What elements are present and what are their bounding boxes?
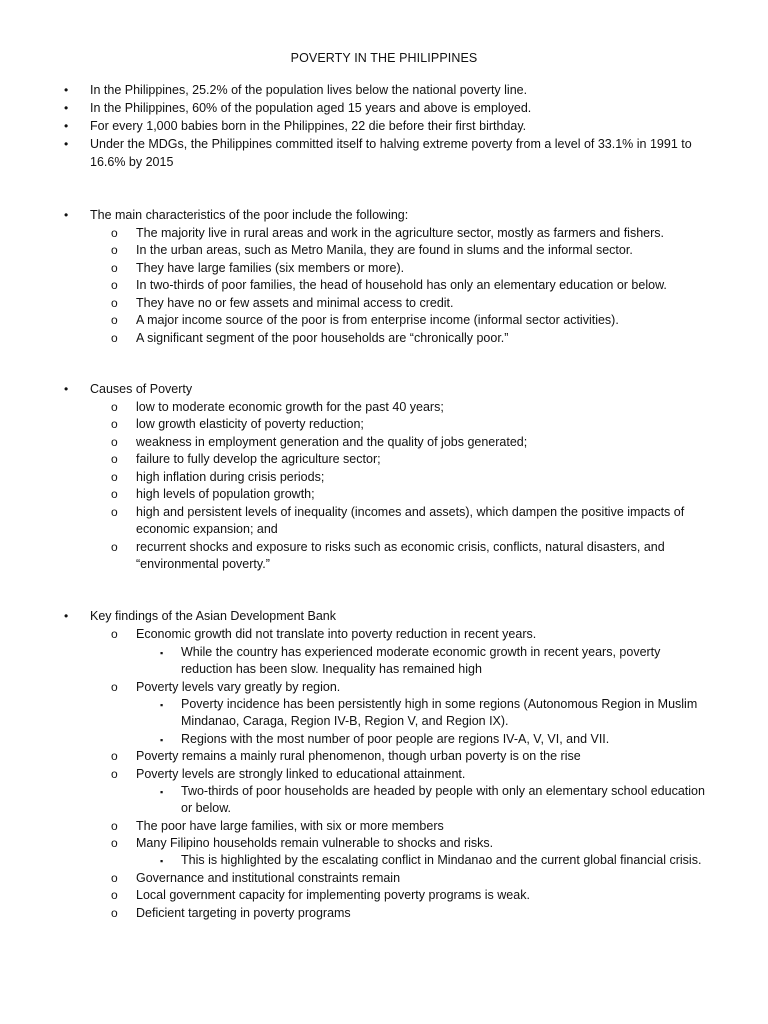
circle-marker: o (111, 417, 118, 431)
characteristics-item (111, 312, 619, 329)
bullet-marker: • (64, 119, 69, 133)
circle-marker: o (111, 505, 118, 519)
document-title: POVERTY IN THE PHILIPPINES (290, 51, 478, 65)
item-text: Two-thirds of poor households are headed by people with only an elementary school education (181, 784, 705, 798)
item-text: Many Filipino households remain vulnerable to shocks and risks. (136, 836, 494, 850)
causes-item (111, 434, 528, 451)
item-text: They have no or few assets and minimal access to credit. (136, 296, 454, 310)
causes-item (111, 399, 444, 416)
bullet-marker: • (64, 609, 69, 623)
heading-text: Key findings of the Asian Development Bank (90, 609, 336, 623)
characteristics-item (111, 295, 454, 312)
adb-detail-continuation: or below. (181, 801, 232, 815)
item-text: In the urban areas, such as Metro Manila, they are found in slums and the informal sector. (136, 243, 633, 257)
characteristics-item (111, 242, 633, 259)
item-text: The poor have large families, with six or more members (136, 819, 444, 833)
item-text: They have large families (six members or more). (136, 261, 405, 275)
item-text: Under the MDGs, the Philippines committed itself to halving extreme poverty from a level of 33.1% in 1991 to (90, 137, 692, 151)
circle-marker: o (111, 226, 118, 240)
circle-marker: o (111, 331, 118, 345)
square-marker: ▪ (160, 856, 164, 866)
circle-marker: o (111, 261, 118, 275)
item-text: high inflation during crisis periods; (136, 470, 325, 484)
causes-item-continuation: economic expansion; and (136, 522, 278, 536)
intro-item-continuation: 16.6% by 2015 (90, 155, 174, 169)
circle-marker: o (111, 400, 118, 414)
adb-detail (160, 644, 661, 661)
causes-item (111, 539, 665, 556)
adb-finding (111, 887, 530, 904)
circle-marker: o (111, 487, 118, 501)
item-text: In the Philippines, 60% of the population aged 15 years and above is employed. (90, 101, 532, 115)
item-text: Local government capacity for implementing poverty programs is weak. (136, 888, 530, 902)
circle-marker: o (111, 435, 118, 449)
adb-heading (64, 608, 336, 625)
bullet-marker: • (64, 101, 69, 115)
adb-finding (111, 748, 581, 765)
item-text: Regions with the most number of poor people are regions IV-A, V, VI, and VII. (181, 732, 610, 746)
causes-item (111, 416, 364, 433)
bullet-marker: • (64, 83, 69, 97)
circle-marker: o (111, 470, 118, 484)
bullet-marker: • (64, 137, 69, 151)
item-text: While the country has experienced moderate economic growth in recent years, poverty (181, 645, 661, 659)
item-text: Poverty incidence has been persistently high in some regions (Autonomous Region in Muslim (181, 697, 698, 711)
item-text: Governance and institutional constraints remain (136, 871, 401, 885)
causes-item (111, 469, 325, 486)
causes-item (111, 451, 381, 468)
characteristics-item (111, 330, 509, 347)
adb-finding (111, 626, 537, 643)
characteristics-item (111, 225, 664, 242)
circle-marker: o (111, 313, 118, 327)
item-text: high levels of population growth; (136, 487, 315, 501)
item-text: Poverty levels are strongly linked to educational attainment. (136, 767, 466, 781)
adb-finding (111, 818, 444, 835)
circle-marker: o (111, 296, 118, 310)
circle-marker: o (111, 680, 118, 694)
square-marker: ▪ (160, 735, 164, 745)
causes-heading (64, 381, 193, 398)
circle-marker: o (111, 819, 118, 833)
circle-marker: o (111, 243, 118, 257)
characteristics-item (111, 260, 405, 277)
square-marker: ▪ (160, 648, 164, 658)
item-text: Deficient targeting in poverty programs (136, 906, 351, 920)
intro-item (64, 136, 692, 153)
circle-marker: o (111, 540, 118, 554)
circle-marker: o (111, 906, 118, 920)
item-text: For every 1,000 babies born in the Philippines, 22 die before their first birthday. (90, 119, 527, 133)
circle-marker: o (111, 767, 118, 781)
adb-detail-continuation: Mindanao, Caraga, Region IV-B, Region V, and Region IX). (181, 714, 509, 728)
item-text: This is highlighted by the escalating conflict in Mindanao and the current global financial crisis. (181, 853, 702, 867)
adb-detail (160, 731, 610, 748)
causes-item (111, 486, 315, 503)
adb-detail (160, 783, 705, 800)
square-marker: ▪ (160, 700, 164, 710)
adb-finding (111, 766, 466, 783)
adb-finding (111, 870, 401, 887)
circle-marker: o (111, 278, 118, 292)
adb-finding (111, 835, 494, 852)
item-text: Poverty levels vary greatly by region. (136, 680, 341, 694)
item-text: weakness in employment generation and the quality of jobs generated; (136, 435, 528, 449)
item-text: In the Philippines, 25.2% of the population lives below the national poverty line. (90, 83, 528, 97)
circle-marker: o (111, 452, 118, 466)
item-text: Economic growth did not translate into poverty reduction in recent years. (136, 627, 537, 641)
bullet-marker: • (64, 208, 69, 222)
adb-finding (111, 905, 351, 922)
circle-marker: o (111, 871, 118, 885)
item-text: A significant segment of the poor households are “chronically poor.” (136, 331, 509, 345)
item-text: Poverty remains a mainly rural phenomenon, though urban poverty is on the rise (136, 749, 581, 763)
item-text: A major income source of the poor is from enterprise income (informal sector activities). (136, 313, 619, 327)
heading-text: Causes of Poverty (90, 382, 193, 396)
adb-finding (111, 679, 341, 696)
item-text: In two-thirds of poor families, the head of household has only an elementary education or below. (136, 278, 667, 292)
item-text: low to moderate economic growth for the past 40 years; (136, 400, 444, 414)
item-text: high and persistent levels of inequality (incomes and assets), which dampen the positive impacts of (136, 505, 685, 519)
circle-marker: o (111, 749, 118, 763)
intro-item (64, 100, 532, 117)
characteristics-heading (64, 207, 409, 224)
item-text: The majority live in rural areas and work in the agriculture sector, mostly as farmers and fishers. (136, 226, 664, 240)
item-text: low growth elasticity of poverty reduction; (136, 417, 364, 431)
intro-item (64, 82, 528, 99)
circle-marker: o (111, 888, 118, 902)
characteristics-item (111, 277, 667, 294)
circle-marker: o (111, 836, 118, 850)
intro-item (64, 118, 527, 135)
causes-item-continuation: “environmental poverty.” (136, 557, 270, 571)
adb-detail (160, 696, 698, 713)
item-text: recurrent shocks and exposure to risks such as economic crisis, conflicts, natural disasters, and (136, 540, 665, 554)
heading-text: The main characteristics of the poor include the following: (90, 208, 409, 222)
item-text: failure to fully develop the agriculture sector; (136, 452, 381, 466)
circle-marker: o (111, 627, 118, 641)
square-marker: ▪ (160, 787, 164, 797)
bullet-marker: • (64, 382, 69, 396)
adb-detail (160, 852, 702, 869)
causes-item (111, 504, 685, 521)
adb-detail-continuation: reduction has been slow. Inequality has remained high (181, 662, 482, 676)
